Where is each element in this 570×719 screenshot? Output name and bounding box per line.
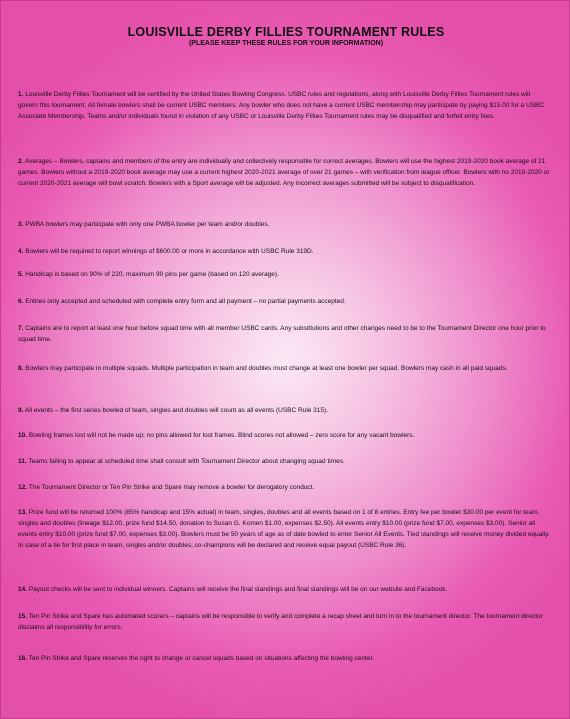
rule-1	[18, 89, 551, 122]
rule-text: Handicap is based on 90% of 220, maximum 90 pins per game (based on 120 average).	[25, 271, 279, 278]
rule-10	[18, 430, 551, 441]
rule-number: 6.	[18, 298, 24, 305]
rule-text: Bowling frames lost will not be made up; no pins allowed for lost frames. Blind scores not allowed – zero score for any vacant bowlers.	[28, 432, 415, 439]
rule-15	[18, 611, 551, 633]
rule-8	[18, 363, 551, 374]
rule-number: 8.	[18, 365, 24, 372]
rule-12	[18, 482, 551, 493]
rule-text: Prize fund will be returned 100% (85% handicap and 15% actual) in team, singles, doubles and all events based on 1 of 8 entries. Entry fee per bowler $30.00 per event for team, singles and doubles (lineage $12.00, prize fund $14.50, donation to Susan G. Komen $1.00, expenses $2.50). All events entry $10.00 (prize fund $7.00, expenses $3.00). Senior all events entry $10.00 (prize fund $7.00, expenses $3.00). Bowlers must be 50 years of age as of date bowled to enter Senior All Events. Tied standings will receive money divided equally. In case of a tie for first place in team, singles and/or doubles, co-champions will be declared and receive equal payout (USBC Rule 36).	[18, 509, 550, 549]
rule-text: Teams failing to appear at scheduled time shall consult with Tournament Director about changing squad times.	[28, 458, 345, 465]
rule-text: Payout checks will be sent to individual winners. Captains will receive the final standings and final standings will be on our website and Facebook.	[28, 586, 448, 593]
rule-number: 2.	[18, 158, 24, 165]
rule-number: 7.	[18, 325, 24, 332]
rule-13	[18, 507, 551, 551]
rule-7	[18, 323, 551, 345]
rule-text: Entries only accepted and scheduled with complete entry form and all payment – no partial payments accepted.	[25, 298, 346, 305]
rule-number: 9.	[18, 407, 24, 414]
rule-text: Ten Pin Strike and Spare reserves the right to change or cancel squads based on situations affecting the bowling center.	[28, 655, 375, 662]
rule-number: 4.	[18, 248, 24, 255]
page-subtitle: (PLEASE KEEP THESE RULES FOR YOUR INFORMATION)	[188, 40, 384, 47]
rule-number: 15.	[18, 613, 28, 620]
rule-text: Bowlers may participate in multiple squads. Multiple participation in team and doubles must change at least one bowler per squad. Bowlers may cash in all paid squads.	[25, 365, 508, 372]
rule-text: All events – the first series bowled of team, singles and doubles will count as all events (USBC Rule 315).	[24, 407, 328, 414]
rule-text: The Tournament Director or Ten Pin Strike and Spare may remove a bowler for derogatory conduct.	[28, 484, 315, 491]
page-title: LOUISVILLE DERBY FILLIES TOURNAMENT RULES	[127, 25, 445, 39]
rule-text: Louisville Derby Fillies Tournament will be certified by the United States Bowling Congress. USBC rules and regulations, along with Louisville Derby Fillies Tournament rules will govern this tournament. All female bowlers shall be current USBC members. Any bowler who does not have a current USBC membership may participate by paying $15.00 for a USBC Associate Membership. Teams and/or individuals found in violation of any USBC or Louisville Derby Fillies Tournament rules may be disqualified and forfeit entry fees.	[18, 91, 545, 120]
rule-number: 5.	[18, 271, 24, 278]
rule-11	[18, 456, 551, 467]
rule-text: Averages – Bowlers, captains and members of the entry are individually and collectively responsible for correct averages. Bowlers will use the highest 2019-2020 book average of 21 games. Bowlers without a 2019-2020 book average may use a current highest 2020-2021 average of over 21 games – with verification from league officer. Bowlers with no 2019-2020 or current 2020-2021 average will bowl scratch. Bowlers with a Sport average will be adjusted. Any incorrect averages submitted will be subject to disqualification.	[18, 158, 550, 187]
rule-number: 1.	[18, 91, 24, 98]
rule-text: PWBA bowlers may participate with only one PWBA bowler per team and/or doubles.	[25, 221, 270, 228]
rule-number: 14.	[18, 586, 28, 593]
rule-16	[18, 653, 551, 664]
rule-6	[18, 296, 551, 307]
rule-number: 10.	[18, 432, 28, 439]
rule-4	[18, 246, 551, 257]
rule-number: 12.	[18, 484, 28, 491]
rule-5	[18, 269, 551, 280]
rules-list	[1, 1, 570, 719]
rule-number: 11.	[18, 458, 27, 465]
rule-9	[18, 405, 551, 416]
rule-2	[18, 156, 551, 189]
rule-text: Ten Pin Strike and Spare has automated scorers – captains will be responsible to verify and complete a recap sheet and turn in to the tournament director. The tournament director disclaims all responsibility for errors.	[18, 613, 543, 631]
rule-14	[18, 584, 551, 595]
rule-number: 3.	[18, 221, 24, 228]
rule-number: 16.	[18, 655, 28, 662]
rule-text: Bowlers will be required to report winnings of $600.00 or more in accordance with USBC Rule 319D.	[25, 248, 314, 255]
rule-text: Captains are to report at least one hour before squad time with all member USBC cards. Any substitutions and other changes need to be to the Tournament Director one hour prior to squad time.	[18, 325, 546, 343]
rule-3	[18, 219, 551, 230]
rule-number: 13.	[18, 509, 28, 516]
